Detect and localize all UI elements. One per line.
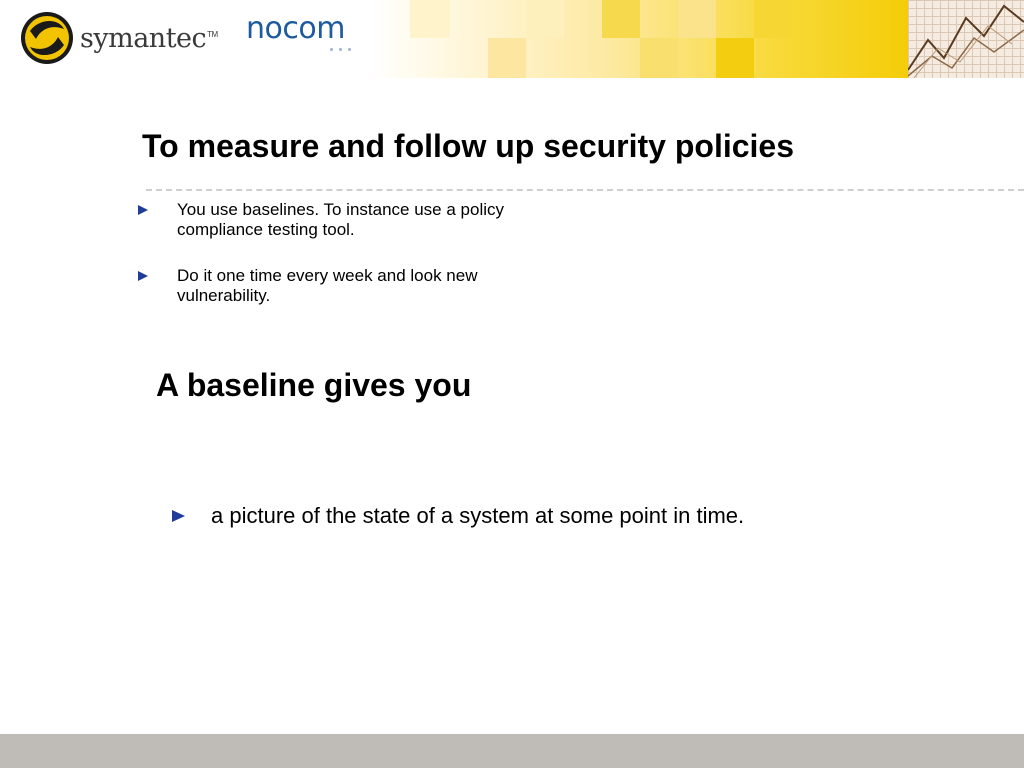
- bullet-text-line: Do it one time every week and look new: [177, 266, 478, 285]
- header-chart-graphic: [908, 0, 1024, 78]
- bullet-list: [138, 200, 598, 332]
- header-tile-band: [370, 0, 908, 78]
- symantec-wordmark: symantec™: [80, 22, 218, 54]
- symantec-logo: [20, 12, 218, 64]
- sub-bullet-item: [172, 502, 1011, 530]
- chart-lines-icon: [908, 0, 1024, 78]
- footer-bar: [0, 734, 1024, 768]
- bullet-arrow-icon: [138, 205, 148, 215]
- bullet-text-line: vulnerability.: [177, 286, 271, 305]
- slide-subheading: A baseline gives you: [156, 367, 472, 403]
- slide-title: To measure and follow up security policies: [142, 128, 794, 164]
- nocom-dots-icon: [330, 48, 351, 51]
- slide-header: [0, 0, 1024, 78]
- trademark-symbol: TM: [207, 29, 218, 39]
- bullet-item: [138, 200, 598, 240]
- bullet-text-line: You use baselines. To instance use a policy: [177, 200, 505, 219]
- title-divider: [146, 189, 1024, 191]
- bullet-arrow-icon: [172, 510, 185, 522]
- sub-bullet-text: a picture of the state of a system at some point in time.: [211, 503, 745, 528]
- symantec-mark-icon: [20, 11, 74, 65]
- bullet-text-line: compliance testing tool.: [177, 220, 355, 239]
- nocom-logo: [246, 12, 366, 58]
- bullet-item: [138, 266, 598, 306]
- nocom-wordmark: nocom: [246, 11, 345, 46]
- bullet-arrow-icon: [138, 271, 148, 281]
